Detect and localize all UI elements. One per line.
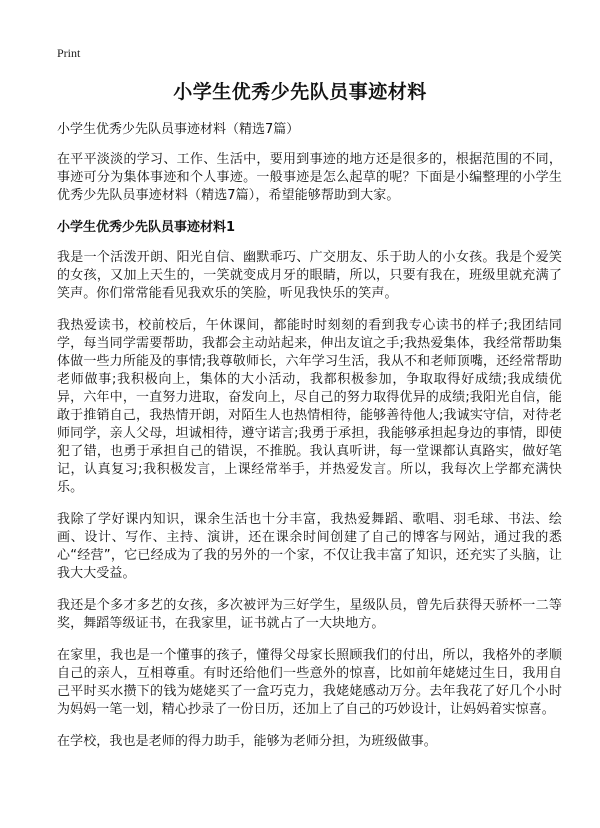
document-body [57, 121, 562, 765]
body-paragraph-3: 我除了学好课内知识，课余生活也十分丰富，我热爱舞蹈、歌唱、羽毛球、书法、绘画、设计、写作、主持、演讲，还在课余时间创建了自己的博客与网站，通过我的悉心“经营”，它已经成为了我的另外的一个家，不仅让我丰富了知识，还充实了头脑，让我大大受益。 [57, 512, 562, 581]
intro-paragraph: 在平平淡淡的学习、工作、生活中，要用到事迹的地方还是很多的，根据范围的不同，事迹可分为集体事迹和个人事迹。一般事迹是怎么起草的呢？下面是小编整理的小学生优秀少先队员事迹材料（精选7篇），希望能够帮助到大家。 [57, 152, 562, 203]
page-title: 小学生优秀少先队员事迹材料 [173, 81, 427, 103]
body-paragraph-2: 我热爱读书，校前校后，午休课间，都能时时刻刻的看到我专心读书的样子;我团结同学，每当同学需要帮助，我都会主动站起来，伸出友谊之手;我热爱集体，我经常帮助集体做一些力所能及的事情;我尊敬师长，六年学习生活，我从不和老师顶嘴，还经常帮助老师做事;我积极向上，集体的大小活动，我都积极参加，争取取得好成绩;我成绩优异，六年中，一直努力进取，奋发向上，尽自己的努力取得优异的成绩;我阳光自信，能敢于推销自己，我热情开朗，对陌生人也热情相待，能够善待他人;我诚实守信，对待老师同学，亲人父母，坦诚相待，遵守诺言;我勇于承担，我能够承担起身边的事情，即使犯了错，也勇于承担自己的错误，不推脱。我认真听讲，每一堂课都认真路实，做好笔记，认真复习;我积极发言，上课经常举手，并热爱发言。所以，我每次上学都充满快乐。 [57, 318, 562, 495]
body-paragraph-6: 在学校，我也是老师的得力助手，能够为老师分担，为班级做事。 [57, 734, 437, 749]
body-paragraph-1: 我是一个活泼开朗、阳光自信、幽默乖巧、广交朋友、乐于助人的小女孩。我是个爱笑的女孩，又加上天生的，一笑就变成月牙的眼睛，所以，只要有我在，班级里就充满了笑声。你们常常能看见我欢乐的笑脸，听见我快乐的笑声。 [57, 250, 562, 301]
document-subtitle: 小学生优秀少先队员事迹材料（精选7篇） [57, 122, 300, 137]
print-link[interactable]: Print [57, 46, 81, 60]
body-paragraph-5: 在家里，我也是一个懂事的孩子，懂得父母家长照顾我们的付出，所以，我格外的孝顺自己的亲人，互相尊重。有时还给他们一些意外的惊喜，比如前年姥姥过生日，我用自己平时买水攒下的钱为姥姥买了一盒巧克力，我姥姥感动万分。去年我花了好几个小时为妈妈一笔一划，精心抄录了一份日历，还加上了自己的巧妙设计，让妈妈着实惊喜。 [57, 648, 562, 717]
body-paragraph-4: 我还是个多才多艺的女孩，多次被评为三好学生，星级队员，曾先后获得天骄杯一二等奖，舞蹈等级证书，在我家里，证书就占了一大块地方。 [57, 598, 562, 631]
section-heading: 小学生优秀少先队员事迹材料1 [57, 220, 236, 235]
